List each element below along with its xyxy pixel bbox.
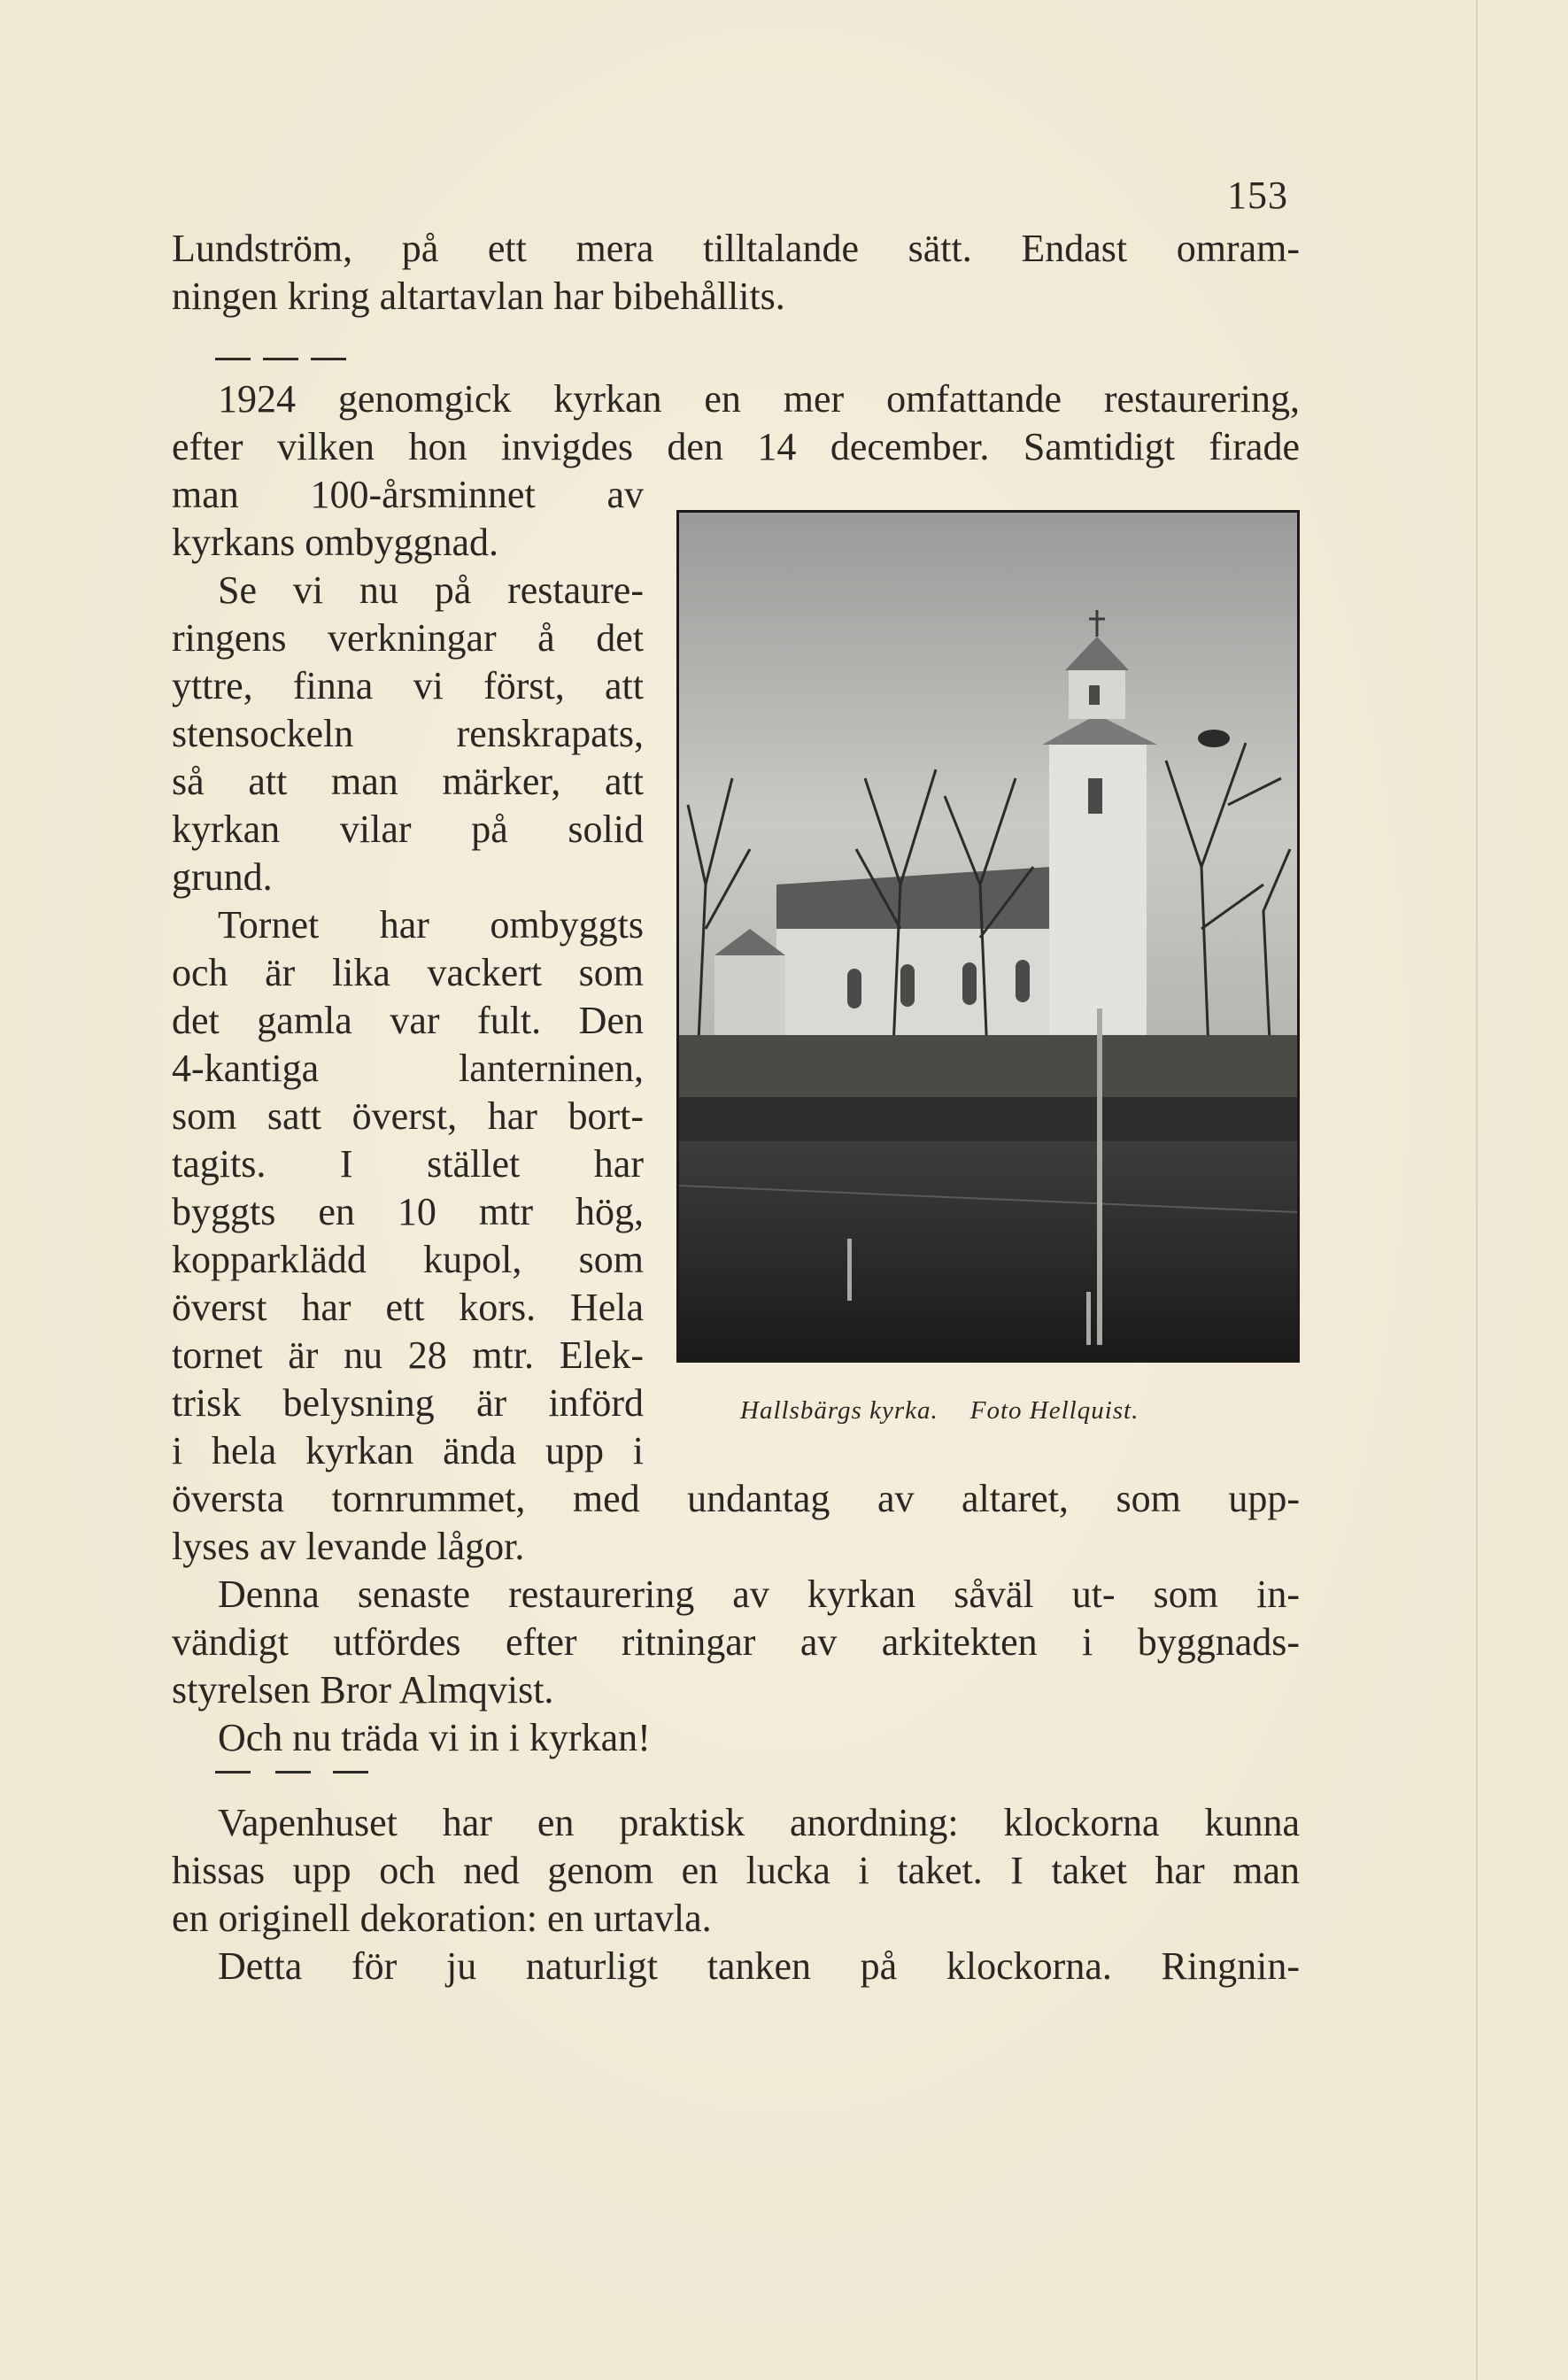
text-line: 1924 genomgick kyrkan en mer omfattande restaurering, [218,377,1300,421]
text-line: 4-kantiga lanterninen, [172,1047,644,1090]
separator-dash [275,1771,311,1773]
text-line: ringens verkningar å det [172,616,644,660]
church-photograph [676,510,1300,1363]
text-line: Och nu träda vi in i kyrkan! [218,1716,651,1759]
text-line: stensockeln renskrapats, [172,712,644,755]
text-line: och är lika vackert som [172,951,644,994]
page-number: 153 [1227,174,1288,217]
text-line: efter vilken hon invigdes den 14 december. Samtidigt firade [172,425,1300,468]
text-line: en originell dekoration: en urtavla. [172,1897,712,1940]
text-line: Denna senaste restaurering av kyrkan såväl ut- som in- [218,1572,1300,1616]
caption-title: Hallsbärgs kyrka. [740,1396,938,1425]
text-line: vändigt utfördes efter ritningar av arkitekten i byggnads- [172,1620,1300,1664]
text-line: kopparklädd kupol, som [172,1238,644,1281]
text-line: grund. [172,855,273,899]
text-line: så att man märker, att [172,760,644,803]
text-line: yttre, finna vi först, att [172,664,644,707]
text-line: Se vi nu på restaure- [218,568,644,612]
text-line: översta tornrummet, med undantag av altaret, som upp- [172,1477,1300,1520]
separator-dash [263,358,298,360]
caption-credit: Foto Hellquist. [969,1396,1139,1425]
text-line: i hela kyrkan ända upp i [172,1429,644,1472]
text-line: lyses av levande lågor. [172,1525,525,1568]
page-edge-line [1476,0,1478,2380]
text-line: överst har ett kors. Hela [172,1286,644,1329]
text-line: Tornet har ombyggts [218,903,644,947]
separator-dash [215,1771,251,1773]
separator-dash [311,358,346,360]
text-line: man 100-årsminnet av [172,473,644,516]
text-line: ningen kring altartavlan har bibehållits. [172,274,785,318]
text-line: tagits. I stället har [172,1142,644,1186]
text-line: tornet är nu 28 mtr. Elek- [172,1333,644,1377]
text-line: Detta för ju naturligt tanken på klockorna. Ringnin- [218,1944,1300,1988]
text-line: kyrkan vilar på solid [172,808,644,851]
text-line: trisk belysning är införd [172,1381,644,1425]
text-line: Vapenhuset har en praktisk anordning: klockorna kunna [218,1801,1300,1844]
text-line: som satt överst, har bort- [172,1094,644,1138]
text-line: Lundström, på ett mera tilltalande sätt. Endast omram- [172,227,1300,270]
text-line: det gamla var fult. Den [172,999,644,1042]
photo-caption [740,1396,1139,1426]
separator-dash [333,1771,368,1773]
text-line: styrelsen Bror Almqvist. [172,1668,554,1712]
text-line: kyrkans ombyggnad. [172,521,499,564]
separator-dash [215,358,251,360]
text-line: byggts en 10 mtr hög, [172,1190,644,1233]
church-illustration [679,513,1297,1360]
text-line: hissas upp och ned genom en lucka i taket. I taket har man [172,1849,1300,1892]
